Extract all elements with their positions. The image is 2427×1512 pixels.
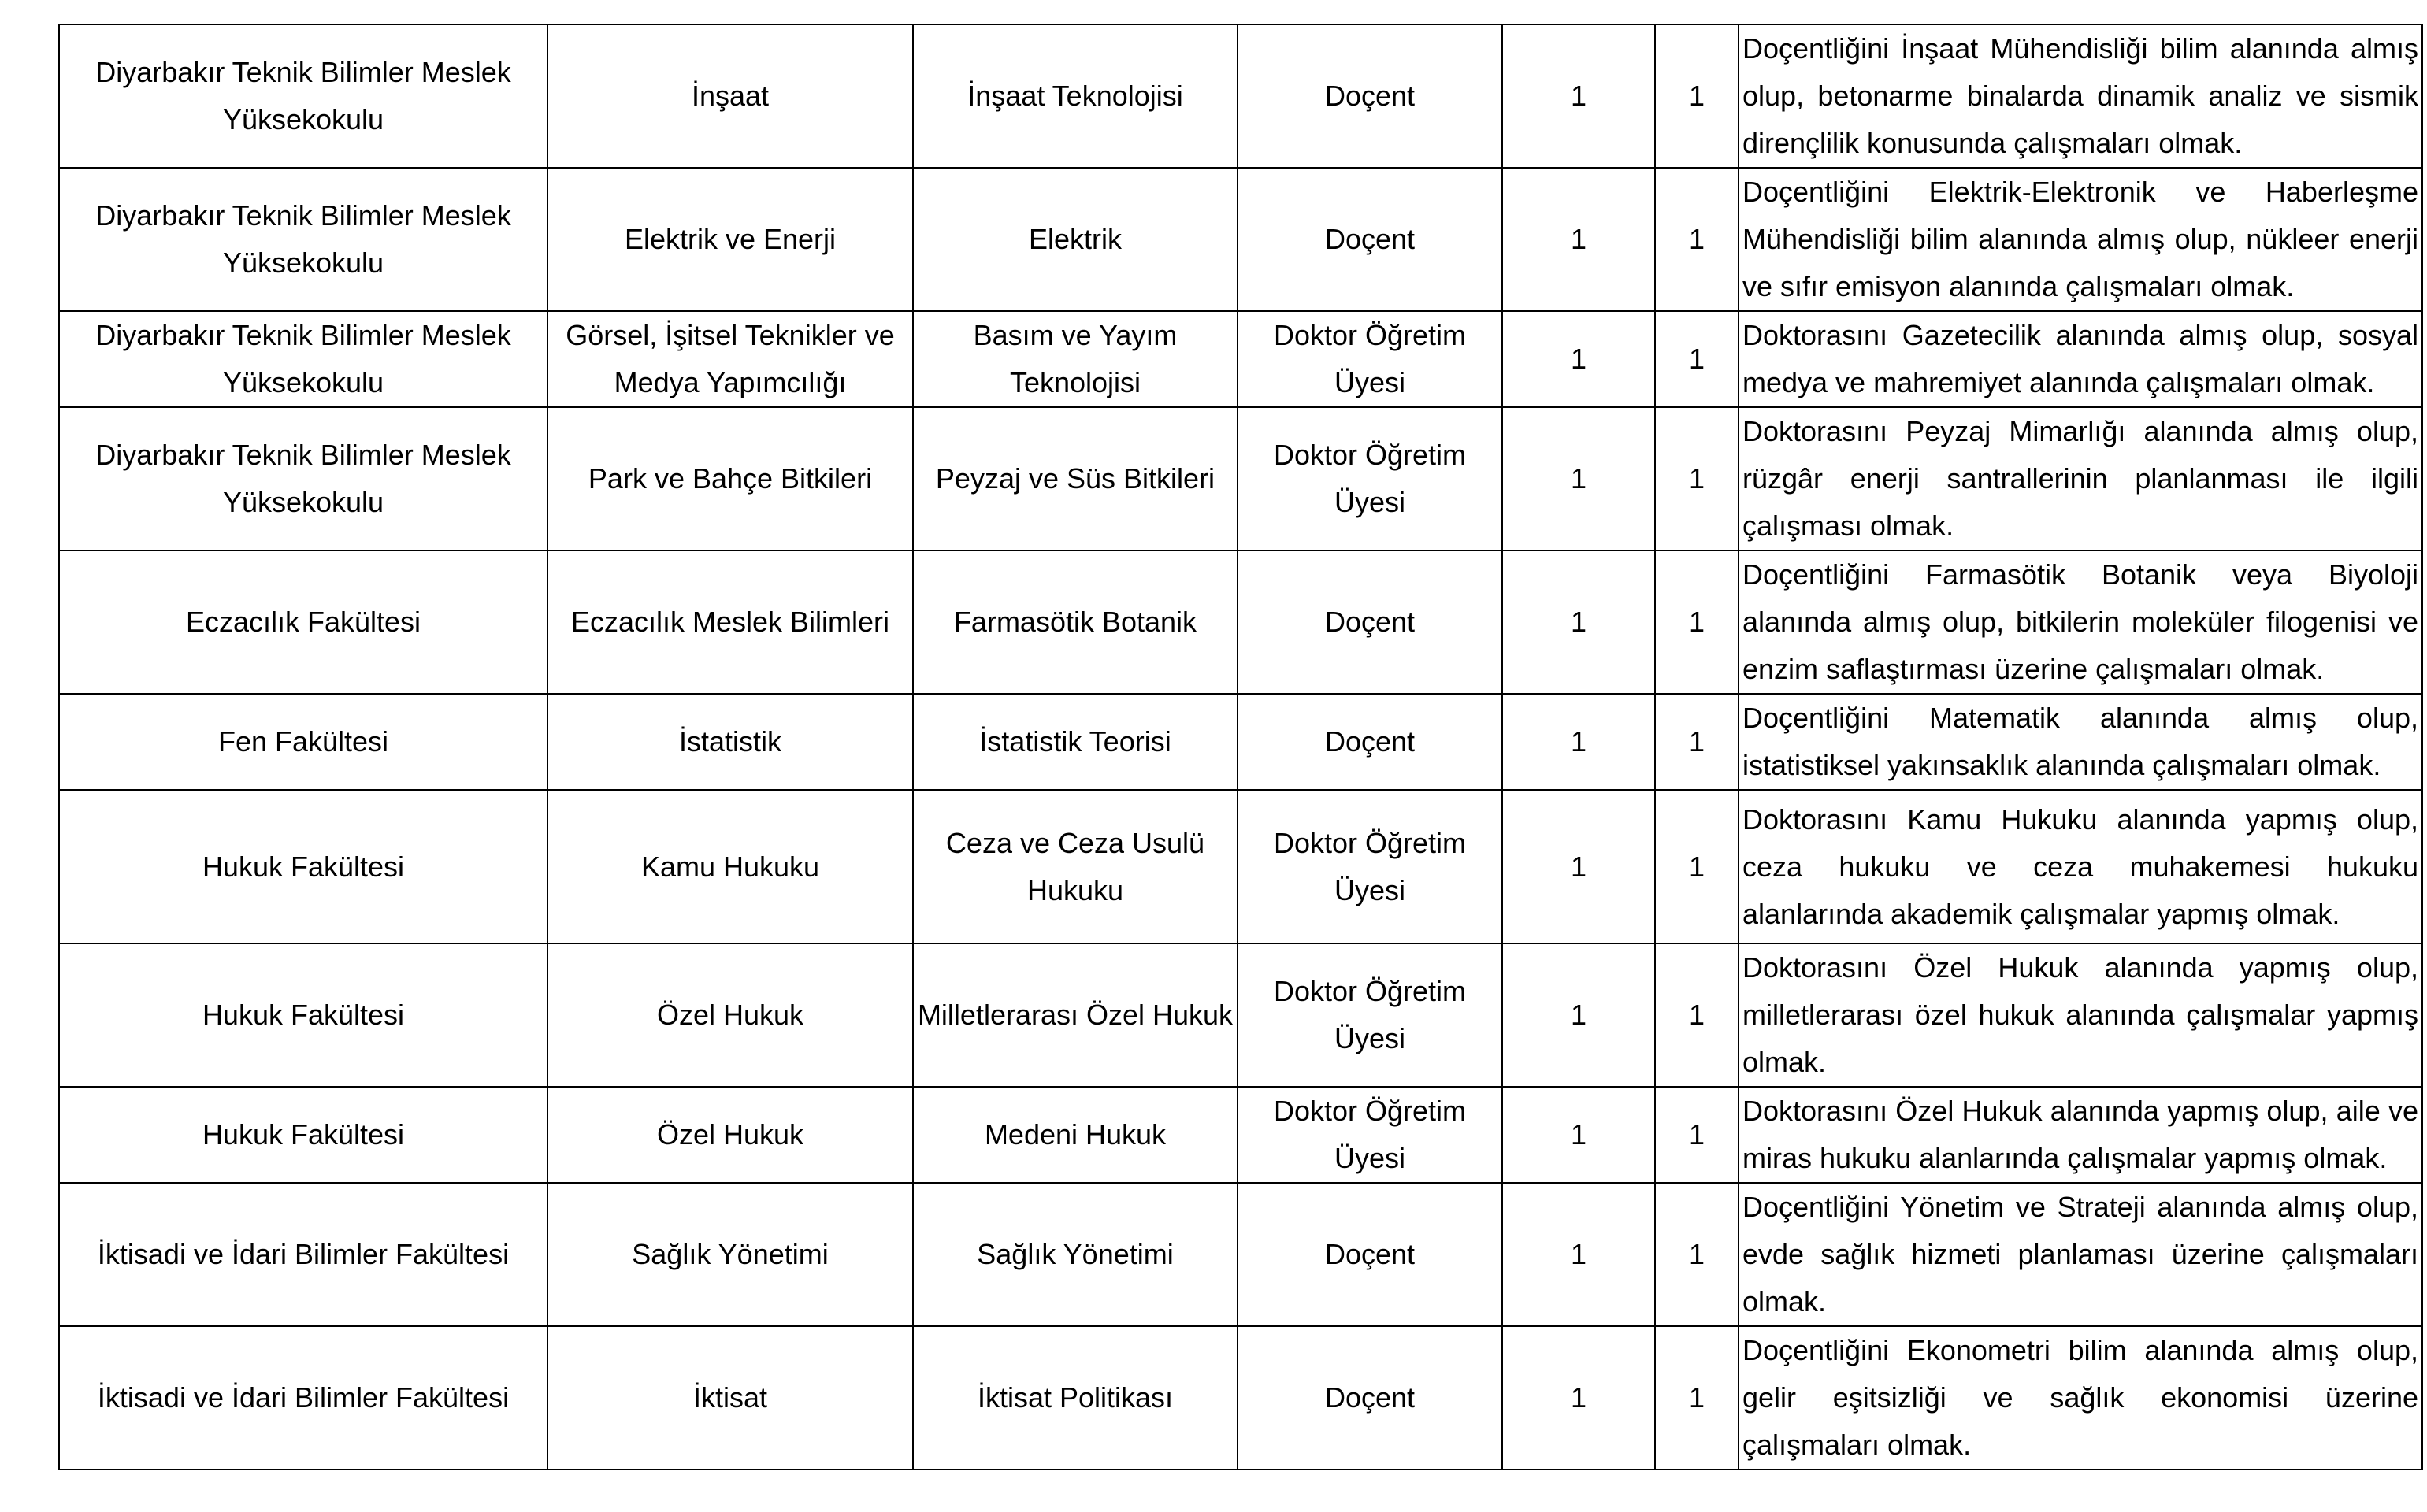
requirement-cell: Doktorasını Kamu Hukuku alanında yapmış olup, ceza hukuku ve ceza muhakemesi hukuku alanlarında akademik çalışmalar yapmış olmak. bbox=[1739, 790, 2422, 943]
table-row bbox=[59, 168, 2422, 311]
title-cell: Doçent bbox=[1238, 550, 1502, 694]
count-cell: 1 bbox=[1655, 1183, 1739, 1326]
unit-cell: Hukuk Fakültesi bbox=[59, 1087, 547, 1183]
requirement-cell: Doktorasını Özel Hukuk alanında yapmış olup, milletlerarası özel hukuk alanında çalışmalar yapmış olmak. bbox=[1739, 943, 2422, 1087]
requirement-cell: Doçentliğini Elektrik-Elektronik ve Haberleşme Mühendisliği bilim alanında almış olup, nükleer enerji ve sıfır emisyon alanında çalışmaları olmak. bbox=[1739, 168, 2422, 311]
count-cell: 1 bbox=[1655, 24, 1739, 168]
count-cell: 1 bbox=[1655, 943, 1739, 1087]
positions-table bbox=[58, 24, 2423, 1470]
requirement-cell: Doçentliğini Ekonometri bilim alanında almış olup, gelir eşitsizliği ve sağlık ekonomisi üzerine çalışmaları olmak. bbox=[1739, 1326, 2422, 1469]
department-cell: Görsel, İşitsel Teknikler ve Medya Yapımcılığı bbox=[547, 311, 913, 407]
table-row bbox=[59, 943, 2422, 1087]
positions-sheet bbox=[58, 24, 2421, 1470]
requirement-cell: Doçentliğini Farmasötik Botanik veya Biyoloji alanında almış olup, bitkilerin moleküler filogenisi ve enzim saflaştırması üzerine çalışmaları olmak. bbox=[1739, 550, 2422, 694]
unit-cell: Diyarbakır Teknik Bilimler Meslek Yüksekokulu bbox=[59, 168, 547, 311]
degree-cell: 1 bbox=[1502, 550, 1655, 694]
requirement-cell: Doktorasını Özel Hukuk alanında yapmış olup, aile ve miras hukuku alanlarında çalışmalar yapmış olmak. bbox=[1739, 1087, 2422, 1183]
department-cell: Eczacılık Meslek Bilimleri bbox=[547, 550, 913, 694]
count-cell: 1 bbox=[1655, 694, 1739, 790]
degree-cell: 1 bbox=[1502, 311, 1655, 407]
count-cell: 1 bbox=[1655, 1326, 1739, 1469]
degree-cell: 1 bbox=[1502, 168, 1655, 311]
count-cell: 1 bbox=[1655, 1087, 1739, 1183]
title-cell: Doçent bbox=[1238, 694, 1502, 790]
unit-cell: Eczacılık Fakültesi bbox=[59, 550, 547, 694]
table-row bbox=[59, 694, 2422, 790]
count-cell: 1 bbox=[1655, 311, 1739, 407]
department-cell: Özel Hukuk bbox=[547, 1087, 913, 1183]
title-cell: Doktor Öğretim Üyesi bbox=[1238, 311, 1502, 407]
title-cell: Doçent bbox=[1238, 1326, 1502, 1469]
title-cell: Doktor Öğretim Üyesi bbox=[1238, 1087, 1502, 1183]
unit-cell: Diyarbakır Teknik Bilimler Meslek Yüksekokulu bbox=[59, 407, 547, 550]
title-cell: Doktor Öğretim Üyesi bbox=[1238, 943, 1502, 1087]
title-cell: Doktor Öğretim Üyesi bbox=[1238, 407, 1502, 550]
department-cell: İktisat bbox=[547, 1326, 913, 1469]
degree-cell: 1 bbox=[1502, 1183, 1655, 1326]
program-cell: Ceza ve Ceza Usulü Hukuku bbox=[913, 790, 1238, 943]
unit-cell: İktisadi ve İdari Bilimler Fakültesi bbox=[59, 1326, 547, 1469]
degree-cell: 1 bbox=[1502, 790, 1655, 943]
unit-cell: İktisadi ve İdari Bilimler Fakültesi bbox=[59, 1183, 547, 1326]
table-row bbox=[59, 550, 2422, 694]
program-cell: Farmasötik Botanik bbox=[913, 550, 1238, 694]
requirement-cell: Doktorasını Gazetecilik alanında almış olup, sosyal medya ve mahremiyet alanında çalışmaları olmak. bbox=[1739, 311, 2422, 407]
unit-cell: Fen Fakültesi bbox=[59, 694, 547, 790]
program-cell: Peyzaj ve Süs Bitkileri bbox=[913, 407, 1238, 550]
department-cell: Elektrik ve Enerji bbox=[547, 168, 913, 311]
title-cell: Doçent bbox=[1238, 1183, 1502, 1326]
count-cell: 1 bbox=[1655, 168, 1739, 311]
department-cell: Özel Hukuk bbox=[547, 943, 913, 1087]
department-cell: Park ve Bahçe Bitkileri bbox=[547, 407, 913, 550]
department-cell: Sağlık Yönetimi bbox=[547, 1183, 913, 1326]
program-cell: Elektrik bbox=[913, 168, 1238, 311]
table-row bbox=[59, 1087, 2422, 1183]
requirement-cell: Doçentliğini Matematik alanında almış olup, istatistiksel yakınsaklık alanında çalışmaları olmak. bbox=[1739, 694, 2422, 790]
unit-cell: Diyarbakır Teknik Bilimler Meslek Yüksekokulu bbox=[59, 311, 547, 407]
degree-cell: 1 bbox=[1502, 407, 1655, 550]
program-cell: Basım ve Yayım Teknolojisi bbox=[913, 311, 1238, 407]
count-cell: 1 bbox=[1655, 790, 1739, 943]
program-cell: İnşaat Teknolojisi bbox=[913, 24, 1238, 168]
title-cell: Doçent bbox=[1238, 24, 1502, 168]
title-cell: Doçent bbox=[1238, 168, 1502, 311]
degree-cell: 1 bbox=[1502, 1087, 1655, 1183]
table-row bbox=[59, 790, 2422, 943]
unit-cell: Hukuk Fakültesi bbox=[59, 790, 547, 943]
program-cell: Sağlık Yönetimi bbox=[913, 1183, 1238, 1326]
program-cell: İktisat Politikası bbox=[913, 1326, 1238, 1469]
requirement-cell: Doçentliğini Yönetim ve Strateji alanında almış olup, evde sağlık hizmeti planlaması üzerine çalışmaları olmak. bbox=[1739, 1183, 2422, 1326]
program-cell: İstatistik Teorisi bbox=[913, 694, 1238, 790]
program-cell: Milletlerarası Özel Hukuk bbox=[913, 943, 1238, 1087]
requirement-cell: Doçentliğini İnşaat Mühendisliği bilim alanında almış olup, betonarme binalarda dinamik analiz ve sismik dirençlilik konusunda çalışmaları olmak. bbox=[1739, 24, 2422, 168]
degree-cell: 1 bbox=[1502, 943, 1655, 1087]
department-cell: Kamu Hukuku bbox=[547, 790, 913, 943]
table-row bbox=[59, 1183, 2422, 1326]
count-cell: 1 bbox=[1655, 550, 1739, 694]
program-cell: Medeni Hukuk bbox=[913, 1087, 1238, 1183]
table-row bbox=[59, 1326, 2422, 1469]
requirement-cell: Doktorasını Peyzaj Mimarlığı alanında almış olup, rüzgâr enerji santrallerinin planlanması ile ilgili çalışması olmak. bbox=[1739, 407, 2422, 550]
title-cell: Doktor Öğretim Üyesi bbox=[1238, 790, 1502, 943]
degree-cell: 1 bbox=[1502, 694, 1655, 790]
table-row bbox=[59, 407, 2422, 550]
department-cell: İnşaat bbox=[547, 24, 913, 168]
degree-cell: 1 bbox=[1502, 24, 1655, 168]
unit-cell: Hukuk Fakültesi bbox=[59, 943, 547, 1087]
unit-cell: Diyarbakır Teknik Bilimler Meslek Yüksekokulu bbox=[59, 24, 547, 168]
table-row bbox=[59, 24, 2422, 168]
count-cell: 1 bbox=[1655, 407, 1739, 550]
degree-cell: 1 bbox=[1502, 1326, 1655, 1469]
department-cell: İstatistik bbox=[547, 694, 913, 790]
table-row bbox=[59, 311, 2422, 407]
